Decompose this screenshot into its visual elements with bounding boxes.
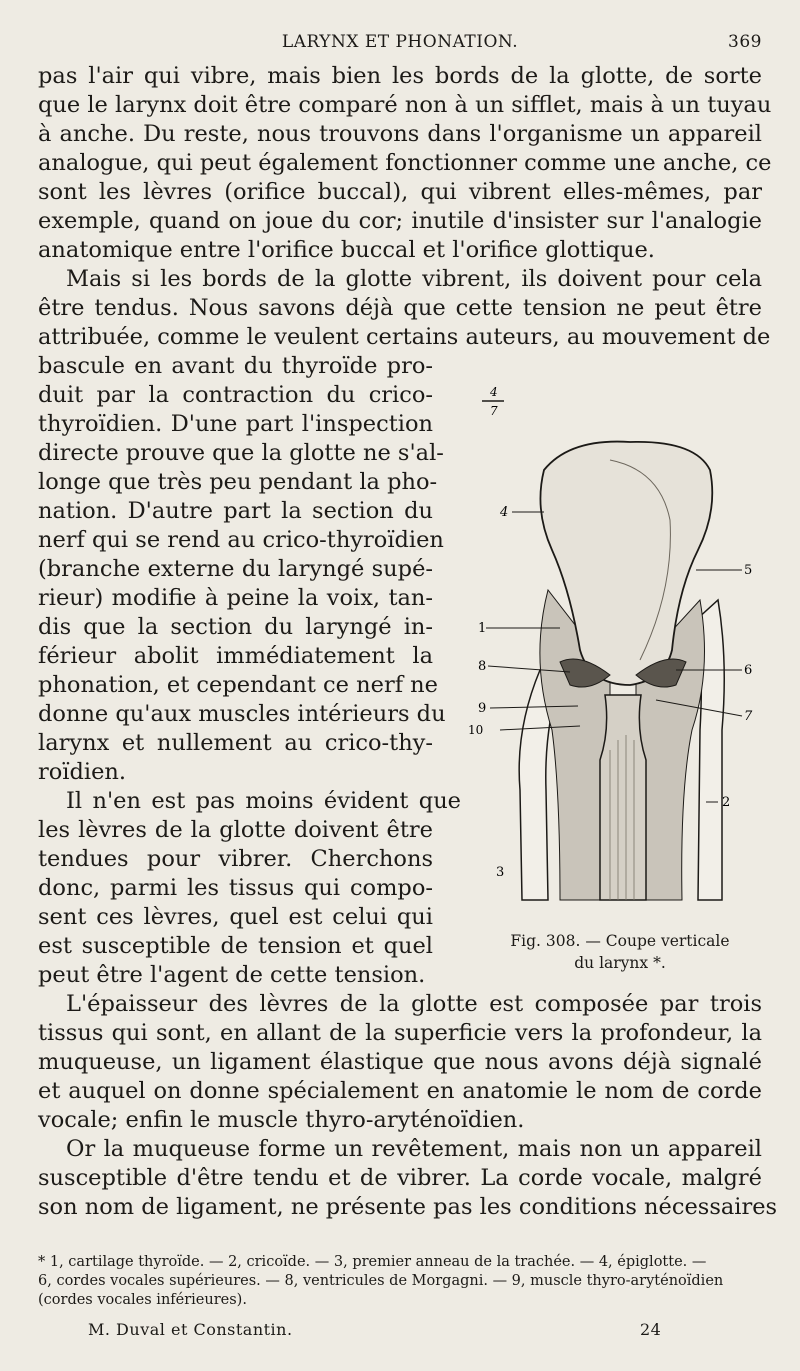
text-line: bascule en avant du thyroïde pro- [38, 353, 433, 379]
text-line: phonation, et cependant ce nerf ne [38, 672, 438, 698]
text-line: Il n'en est pas moins évident que [66, 788, 461, 814]
signature-mark: M. Duval et Constantin. [88, 1320, 293, 1339]
figure-marker [478, 382, 508, 422]
larynx-figure [460, 385, 760, 970]
text-line: les lèvres de la glotte doivent être [38, 817, 433, 843]
text-line: anatomique entre l'orifice buccal et l'orifice glottique. [38, 237, 655, 263]
text-line: tissus qui sont, en allant de la superficie vers la profondeur, la [38, 1020, 762, 1046]
text-line: que le larynx doit être comparé non à un sifflet, mais à un tuyau [38, 92, 772, 118]
label-8: 8 [478, 659, 487, 674]
signature-number: 24 [640, 1320, 662, 1339]
text-line: directe prouve que la glotte ne s'al- [38, 440, 444, 466]
label-4: 4 [500, 505, 509, 520]
text-line: donc, parmi les tissus qui compo- [38, 875, 433, 901]
footnote-line: (cordes vocales inférieures). [38, 1292, 247, 1308]
caption-line: du larynx *. [574, 954, 666, 972]
footnote-line: 6, cordes vocales supérieures. — 8, ventricules de Morgagni. — 9, muscle thyro-aryténoïdien [38, 1273, 724, 1289]
label-9: 9 [478, 701, 487, 716]
text-line: son nom de ligament, ne présente pas les conditions nécessaires [38, 1194, 778, 1220]
label-1: 1 [478, 621, 487, 636]
footnote-line: * 1, cartilage thyroïde. — 2, cricoïde. — 3, premier anneau de la trachée. — 4, épiglotte. — [38, 1254, 707, 1270]
figure-caption [480, 930, 760, 974]
text-line: larynx et nullement au crico-thy- [38, 730, 433, 756]
text-line: (branche externe du laryngé supé- [38, 556, 433, 582]
running-head [38, 32, 762, 58]
text-line: nerf qui se rend au crico-thyroïdien [38, 527, 444, 553]
page-number: 369 [728, 32, 762, 52]
text-line: longe que très peu pendant la pho- [38, 469, 438, 495]
label-2: 2 [722, 795, 731, 810]
label-3: 3 [496, 865, 505, 880]
text-line: être tendus. Nous savons déjà que cette tension ne peut être [38, 295, 762, 321]
text-line: à anche. Du reste, nous trouvons dans l'organisme un appareil [38, 121, 762, 147]
figure-marker-bottom-digit: 7 [490, 404, 498, 418]
text-line: Mais si les bords de la glotte vibrent, ils doivent pour cela [66, 266, 762, 292]
text-line: roïdien. [38, 759, 127, 785]
text-line: pas l'air qui vibre, mais bien les bords de la glotte, de sorte [38, 63, 762, 89]
label-7: 7 [744, 709, 753, 724]
text-line: est susceptible de tension et quel [38, 933, 433, 959]
text-line: sent ces lèvres, quel est celui qui [38, 904, 433, 930]
text-line: Or la muqueuse forme un revêtement, mais non un appareil [66, 1136, 762, 1162]
text-line: rieur) modifie à peine la voix, tan- [38, 585, 433, 611]
text-line: exemple, quand on joue du cor; inutile d'insister sur l'analogie [38, 208, 762, 234]
text-line: tendues pour vibrer. Cherchons [38, 846, 433, 872]
text-line: et auquel on donne spécialement en anatomie le nom de corde [38, 1078, 762, 1104]
text-line: peut être l'agent de cette tension. [38, 962, 426, 988]
text-line: attribuée, comme le veulent certains auteurs, au mouvement de [38, 324, 771, 350]
text-line: donne qu'aux muscles intérieurs du [38, 701, 446, 727]
text-line: sont les lèvres (orifice buccal), qui vibrent elles-mêmes, par [38, 179, 762, 205]
caption-line: Fig. 308. — Coupe verticale [510, 932, 730, 950]
text-line: duit par la contraction du crico- [38, 382, 433, 408]
text-line: vocale; enfin le muscle thyro-aryténoïdien. [38, 1107, 525, 1133]
text-line: férieur abolit immédiatement la [38, 643, 433, 669]
figure-marker-top-digit: 4 [490, 385, 498, 399]
text-line: susceptible d'être tendu et de vibrer. La corde vocale, malgré [38, 1165, 762, 1191]
label-5: 5 [744, 563, 753, 578]
label-10: 10 [468, 723, 484, 737]
label-6: 6 [744, 663, 753, 678]
text-line: L'épaisseur des lèvres de la glotte est composée par trois [66, 991, 762, 1017]
running-title: LARYNX ET PHONATION. [281, 32, 519, 52]
larynx-illustration [460, 430, 760, 930]
trachea [600, 695, 646, 900]
text-line: muqueuse, un ligament élastique que nous avons déjà signalé [38, 1049, 762, 1075]
footnotes [38, 1253, 762, 1310]
text-line: nation. D'autre part la section du [38, 498, 433, 524]
text-line: analogue, qui peut également fonctionner comme une anche, ce [38, 150, 772, 176]
text-line: dis que la section du laryngé in- [38, 614, 433, 640]
page-footer [38, 1320, 762, 1342]
text-line: thyroïdien. D'une part l'inspection [38, 411, 433, 437]
